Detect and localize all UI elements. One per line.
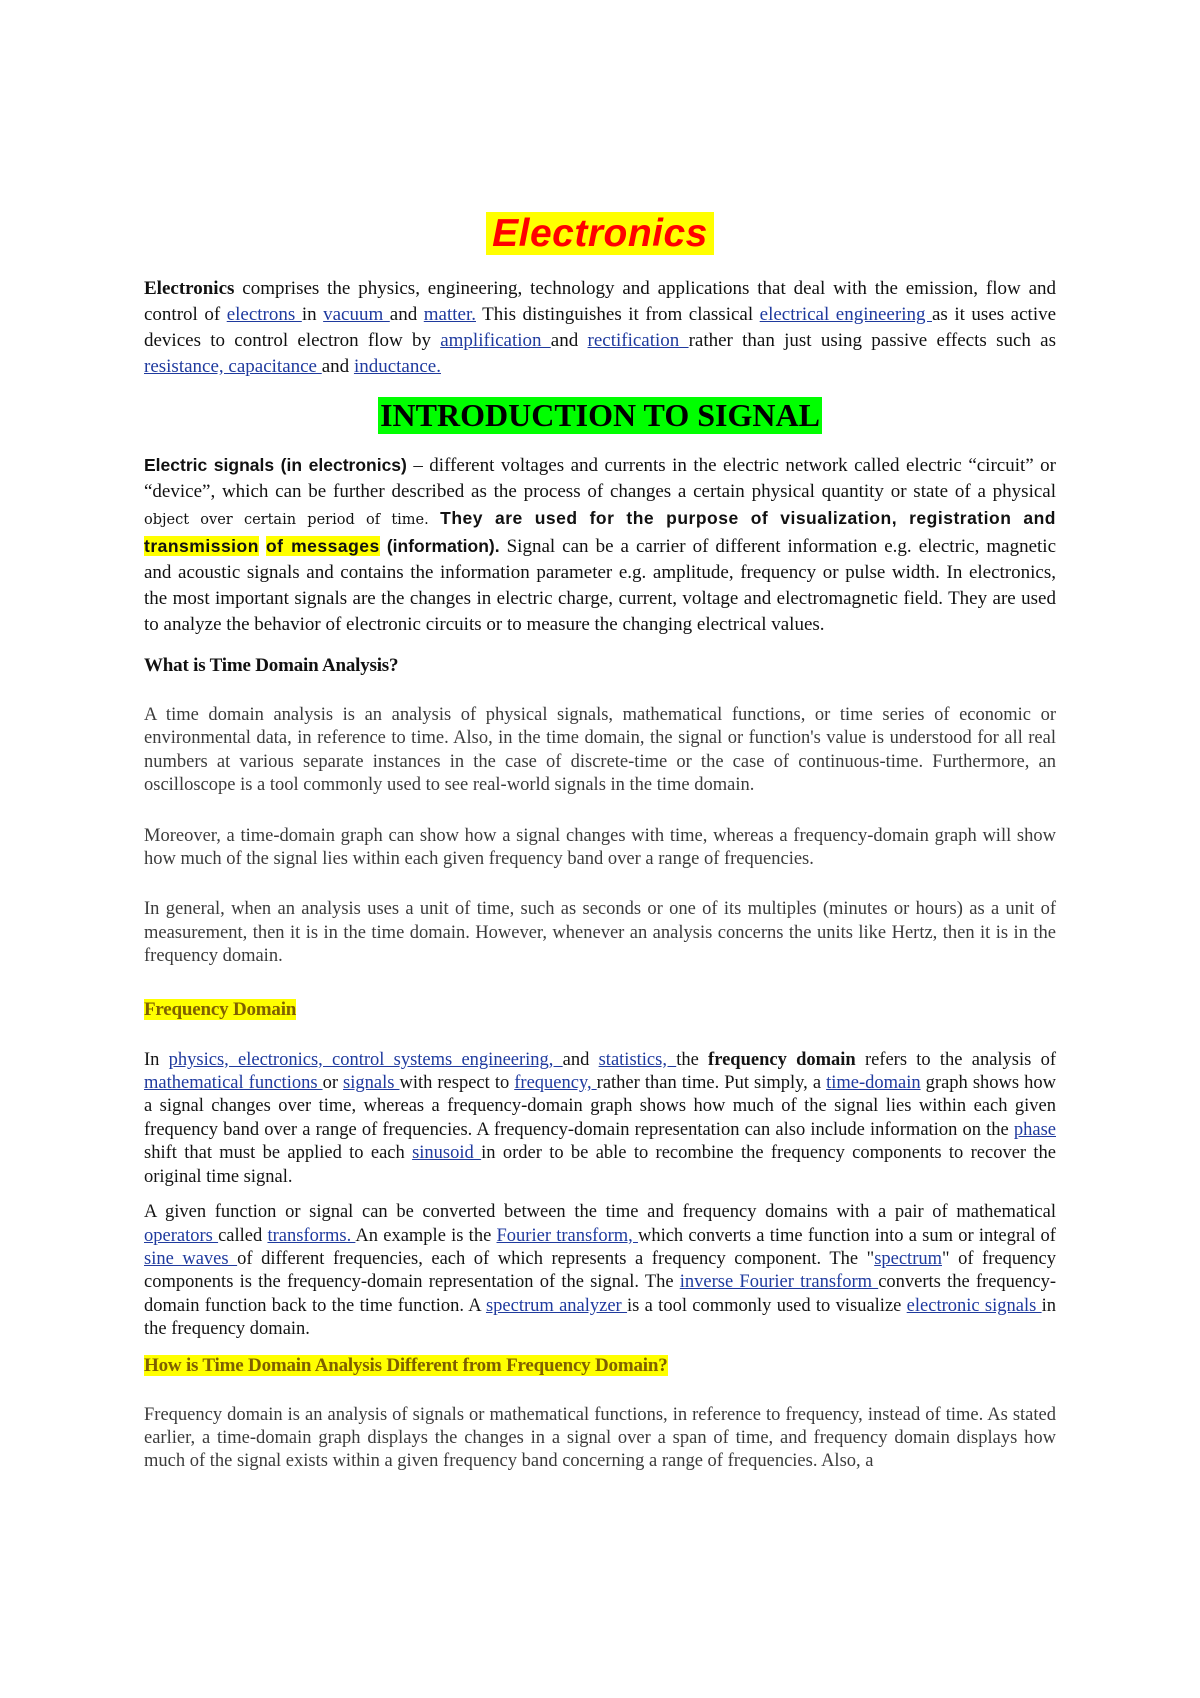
highlighted-text: transmission	[144, 536, 259, 556]
emphasis-text: They are used for the purpose of visualization, registration and	[440, 508, 1056, 528]
text-run: converts the frequency-domain function back to the time function. A	[144, 1272, 1056, 1316]
text-run: in order to be able to recombine the frequency components to recover the original time signal.	[144, 1143, 1056, 1187]
text-run: In	[144, 1049, 169, 1070]
frequency-link[interactable]: frequency,	[514, 1073, 597, 1094]
difference-heading	[144, 1354, 1056, 1378]
text-run: and	[389, 304, 424, 325]
sans-bold-text: Electric signals (in electronics)	[144, 455, 407, 475]
highlighted-text: of messages	[265, 536, 380, 556]
matter-link[interactable]: matter.	[423, 304, 476, 325]
time-domain-graph-paragraph: Moreover, a time-domain graph can show how a signal changes with time, whereas a frequency-domain graph will show how much of the signal lies within each given frequency band over a range of frequencies.	[144, 825, 1056, 870]
text-run	[429, 508, 440, 529]
difference-paragraph: Frequency domain is an analysis of signals or mathematical functions, in reference to frequency, instead of time. As stated earlier, a time-domain graph displays the changes in a signal over a span of time, and frequency domain displays how much of the signal exists within a given frequency band concerning a range of frequencies. Also, a	[144, 1404, 1056, 1472]
text-run: called	[218, 1225, 268, 1246]
frequency-domain-paragraph	[144, 1049, 1056, 1189]
rectification-link[interactable]: rectification	[587, 330, 689, 351]
text-run: comprises the physics, engineering, technology and applications that deal with the emission, flow and control of	[144, 278, 1056, 325]
intro-paragraph	[144, 276, 1056, 380]
mathematical-functions-link[interactable]: mathematical functions	[144, 1073, 323, 1094]
inverse-fourier-transform-link[interactable]: inverse Fourier transform	[679, 1272, 879, 1293]
text-run: in	[301, 304, 324, 325]
text-run: An example is the	[355, 1225, 497, 1246]
resistance-capacitance-link[interactable]: resistance, capacitance	[144, 356, 322, 377]
sans-bold-text: (information).	[386, 536, 500, 556]
frequency-domain-heading	[144, 998, 1056, 1022]
text-run: and	[321, 356, 354, 377]
text-run: as it uses active devices to control electron flow by	[144, 304, 1057, 351]
time-domain-paragraph: A time domain analysis is an analysis of physical signals, mathematical functions, or time series of economic or environmental data, in reference to time. Also, in the time domain, the signal or function's value is understood for all real numbers at various separate instances in the case of discrete-time or the case of continuous-time. Furthermore, an oscilloscope is a tool commonly used to see real-world signals in the time domain.	[144, 705, 1056, 796]
transforms-paragraph	[144, 1201, 1056, 1341]
time-domain-link[interactable]: time-domain	[826, 1073, 921, 1094]
vacuum-link[interactable]: vacuum	[323, 304, 390, 325]
text-run: the	[676, 1049, 709, 1070]
text-run: shift that must be applied to each	[144, 1143, 413, 1164]
bold-text: Electronics	[144, 278, 235, 299]
text-run: " of frequency components is the frequency-domain representation of the signal. The	[144, 1248, 1056, 1293]
text-run: or	[322, 1073, 344, 1094]
physics-electronics-control-systems-engineering-link[interactable]: physics, electronics, control systems engineering,	[168, 1049, 563, 1070]
text-run	[259, 536, 266, 557]
text-run: refers to the analysis of	[855, 1049, 1056, 1070]
document-body	[144, 212, 1056, 1474]
spectrum-analyzer-link[interactable]: spectrum analyzer	[485, 1295, 628, 1316]
phase-link[interactable]: phase	[1013, 1119, 1056, 1140]
text-run	[380, 536, 387, 557]
document-title: Electronics	[486, 212, 714, 255]
electronic-signals-link[interactable]: electronic signals	[906, 1295, 1042, 1316]
inductance-link[interactable]: inductance.	[353, 356, 441, 377]
signals-link[interactable]: signals	[343, 1073, 400, 1094]
text-run: A given function or signal can be converted between the time and frequency domains with a pair of mathematical	[144, 1202, 1056, 1223]
text-run: in the frequency domain.	[144, 1295, 1056, 1340]
text-run: graph shows how a signal changes over time, whereas a frequency-domain graph shows how much of the signal lies within each given frequency band over a range of frequencies. A frequency-domain representation can also include information on the	[144, 1073, 1056, 1140]
statistics-link[interactable]: statistics,	[598, 1049, 677, 1070]
sinusoid-link[interactable]: sinusoid	[412, 1143, 482, 1164]
operators-link[interactable]: operators	[144, 1225, 219, 1246]
transforms-link[interactable]: transforms.	[267, 1225, 356, 1246]
fourier-transform-link[interactable]: Fourier transform,	[496, 1225, 638, 1246]
text-run: This distinguishes it from classical	[476, 304, 760, 325]
electric-signals-paragraph	[144, 452, 1056, 638]
electrons-link[interactable]: electrons	[226, 304, 302, 325]
difference-heading-text: How is Time Domain Analysis Different from Frequency Domain?	[144, 1354, 668, 1376]
text-run: which converts a time function into a sum or integral of	[637, 1225, 1056, 1246]
introduction-to-signal-heading: INTRODUCTION TO SIGNAL	[380, 397, 820, 433]
text-run: Signal can be a carrier of different information e.g. electric, magnetic and acoustic signals and contains the information parameter e.g. amplitude, frequency or pulse width. In electronics, the most important signals are the changes in electric charge, current, voltage and electromagnetic field. They are used to analyze the behavior of electronic circuits or to measure the changing electrical values.	[144, 536, 1057, 635]
amplification-link[interactable]: amplification	[440, 330, 551, 351]
frequency-domain-heading-text: Frequency Domain	[144, 998, 297, 1020]
text-run: with respect to	[399, 1073, 515, 1094]
text-run: is a tool commonly used to visualize	[627, 1295, 907, 1316]
text-run: and	[550, 330, 588, 351]
text-run: – different voltages and currents in the electric network called electric “circuit” or “device”, which can be further described as the process of changes a certain physical quantity or state of a physical	[144, 455, 1056, 502]
inline-text: object over certain period of time.	[144, 512, 429, 528]
text-run: rather than just using passive effects such as	[688, 330, 1056, 351]
text-run: of different frequencies, each of which represents a frequency component. The "	[237, 1248, 875, 1269]
sine-waves-link[interactable]: sine waves	[144, 1248, 238, 1269]
electrical-engineering-link[interactable]: electrical engineering	[759, 304, 932, 325]
text-run: and	[562, 1049, 599, 1070]
bold-text: frequency domain	[708, 1049, 856, 1070]
time-unit-paragraph: In general, when an analysis uses a unit of time, such as seconds or one of its multiples (minutes or hours) as a unit of measurement, then it is in the time domain. However, whenever an analysis concerns the units like Hertz, then it is in the frequency domain.	[144, 899, 1056, 967]
time-domain-heading: What is Time Domain Analysis?	[144, 655, 399, 676]
text-run: rather than time. Put simply, a	[596, 1073, 827, 1094]
spectrum-link[interactable]: spectrum	[874, 1248, 942, 1269]
